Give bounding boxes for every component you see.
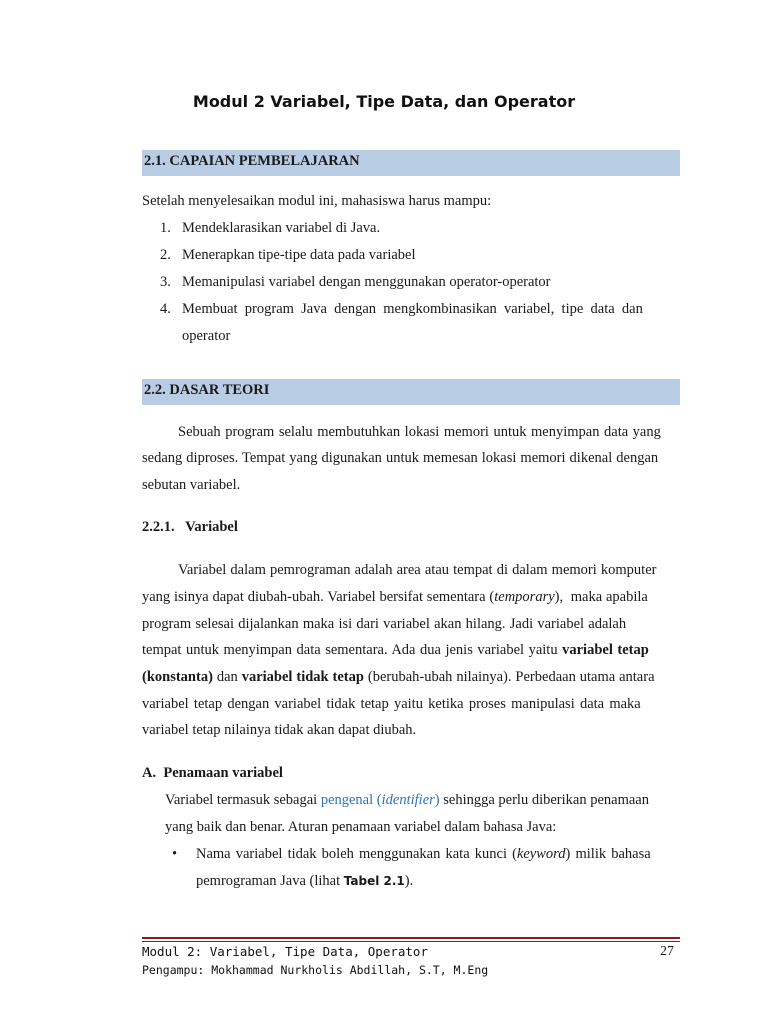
text-run-italic: temporary	[494, 589, 555, 605]
text-run: tempat untuk menyimpan data sementara. Ada dua jenis variabel yaitu	[142, 642, 558, 658]
link-text-italic[interactable]: identifier	[381, 792, 435, 808]
text-run: ), maka apabila	[554, 589, 648, 605]
footer-author: Pengampu: Mokhammad Nurkholis Abdillah, S.T, M.Eng	[142, 963, 489, 977]
text-run: ).	[404, 873, 414, 889]
intro-text: Setelah menyelesaikan modul ini, mahasiswa harus mampu:	[142, 193, 492, 209]
list-item	[182, 300, 679, 318]
list-item-continuation: operator	[182, 328, 231, 344]
paragraph-line: Sebuah program selalu membutuhkan lokasi memori untuk menyimpan data yang	[178, 424, 661, 440]
paragraph-line	[142, 588, 648, 606]
text-run-bold: (konstanta)	[142, 669, 213, 685]
paragraph-line: variabel tetap dengan variabel tidak tetap yaitu ketika proses manipulasi data maka	[142, 696, 641, 712]
paragraph-line: sedang diproses. Tempat yang digunakan untuk memesan lokasi memori dikenal dengan	[142, 450, 659, 466]
list-item: Menerapkan tipe-tipe data pada variabel	[182, 247, 416, 263]
subsection-heading	[142, 518, 238, 536]
table-reference: Tabel 2.1	[343, 874, 405, 888]
text-run: ) milik bahasa	[565, 846, 651, 862]
text-run: (berubah-ubah nilainya). Perbedaan utama antara	[363, 669, 655, 685]
paragraph-line: Variabel dalam pemrograman adalah area atau tempat di dalam memori komputer	[178, 562, 657, 578]
footer-rule-thin	[142, 941, 680, 942]
text-run: Variabel termasuk sebagai	[165, 792, 321, 808]
link-text[interactable]: pengenal (	[320, 792, 382, 808]
bullet-icon: •	[172, 846, 178, 862]
text-run: yang isinya dapat diubah-ubah. Variabel bersifat sementara (	[142, 589, 495, 605]
list-number: 4.	[160, 301, 171, 317]
footer-module-title: Modul 2: Variabel, Tipe Data, Operator	[142, 944, 428, 959]
text-run-bold: variabel tetap	[562, 642, 649, 658]
paragraph-line	[165, 791, 649, 809]
paragraph-line: program selesai dijalankan maka isi dari variabel akan hilang. Jadi variabel adalah	[142, 616, 627, 632]
paragraph-line	[142, 668, 655, 686]
paragraph-line: yang baik dan benar. Aturan penamaan variabel dalam bahasa Java:	[165, 819, 557, 835]
bullet-line	[196, 845, 651, 863]
text-run: pemrograman Java (lihat	[196, 873, 344, 889]
section-heading-dasar-teori: 2.2. DASAR TEORI	[142, 379, 680, 405]
list-item-text: Membuat program Java dengan mengkombinasikan variabel, tipe data dan	[182, 301, 643, 317]
text-run: Nama variabel tidak boleh menggunakan kata kunci (	[196, 846, 517, 862]
link-text[interactable]: )	[434, 792, 440, 808]
list-number: 1.	[160, 220, 171, 236]
list-item: Mendeklarasikan variabel di Java.	[182, 220, 381, 236]
footer-rule-thick	[142, 937, 680, 939]
subsection-a-heading	[142, 764, 283, 782]
text-run-bold: variabel tidak tetap	[241, 669, 364, 685]
page-number: 27	[660, 944, 674, 959]
text-run-italic: keyword	[516, 846, 566, 862]
subsection-heading-text: 2.2.1. Variabel	[142, 519, 238, 535]
text-run: sehingga perlu diberikan penamaan	[439, 792, 649, 808]
text-run: dan	[212, 669, 242, 685]
section-heading-capaian: 2.1. CAPAIAN PEMBELAJARAN	[142, 150, 680, 176]
paragraph-line	[142, 641, 649, 659]
list-number: 2.	[160, 247, 171, 263]
page-title: Modul 2 Variabel, Tipe Data, dan Operator	[192, 92, 576, 111]
paragraph-line: variabel tetap nilainya tidak akan dapat diubah.	[142, 722, 417, 738]
subsection-a-heading-text: A. Penamaan variabel	[142, 765, 283, 781]
list-item: Memanipulasi variabel dengan menggunakan operator-operator	[182, 274, 551, 290]
list-number: 3.	[160, 274, 171, 290]
bullet-line	[196, 872, 413, 890]
paragraph-line: sebutan variabel.	[142, 477, 241, 493]
identifier-link[interactable]	[321, 792, 440, 808]
